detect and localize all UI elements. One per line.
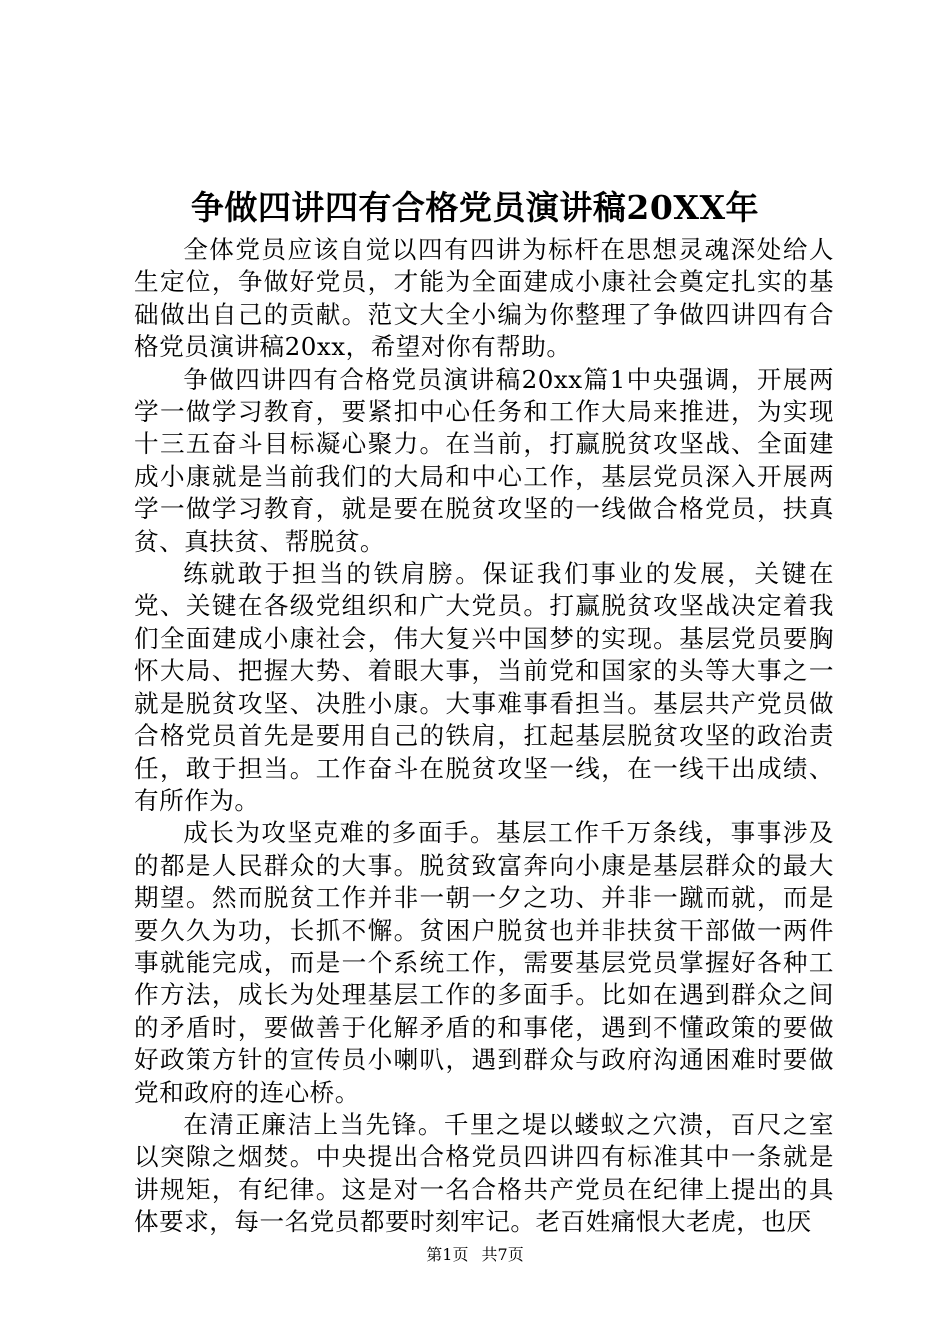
document-body: [134, 234, 834, 1239]
page-total: 共7页: [481, 1245, 524, 1264]
paragraph-speech-1: 争做四讲四有合格党员演讲稿20xx篇1中央强调，开展两学一做学习教育，要紧扣中心任务和工作大局来推进，为实现十三五奋斗目标凝心聚力。在当前，打赢脱贫攻坚战、全面建成小康就是当前我们的大局和中心工作，基层党员深入开展两学一做学习教育，就是要在脱贫攻坚的一线做合格党员，扶真贫、真扶贫、帮脱贫。: [134, 364, 834, 556]
paragraph-integrity: 在清正廉洁上当先锋。千里之堤以蝼蚁之穴溃，百尺之室以突隙之烟焚。中央提出合格党员四讲四有标准其中一条就是讲规矩，有纪律。这是对一名合格共产党员在纪律上提出的具体要求，每一名党员都要时刻牢记。老百姓痛恨大老虎，也厌: [134, 1109, 834, 1237]
document-title: 争做四讲四有合格党员演讲稿20XX年: [190, 188, 760, 227]
paragraph-intro: 全体党员应该自觉以四有四讲为标杆在思想灵魂深处给人生定位，争做好党员，才能为全面建成小康社会奠定扎实的基础做出自己的贡献。范文大全小编为你整理了争做四讲四有合格党员演讲稿20xx，希望对你有帮助。: [134, 235, 834, 362]
page-number: 第1页: [426, 1245, 469, 1264]
paragraph-versatile: 成长为攻坚克难的多面手。基层工作千万条线，事事涉及的都是人民群众的大事。脱贫致富奔向小康是基层群众的最大期望。然而脱贫工作并非一朝一夕之功、并非一蹴而就，而是要久久为功，长抓不懈。贫困户脱贫也并非扶贫干部做一两件事就能完成，而是一个系统工作，需要基层党员掌握好各种工作方法，成长为处理基层工作的多面手。比如在遇到群众之间的矛盾时，要做善于化解矛盾的和事佬，遇到不懂政策的要做好政策方针的宣传员小喇叭，遇到群众与政府沟通困难时要做党和政府的连心桥。: [134, 818, 834, 1107]
page-footer: [0, 1244, 950, 1266]
paragraph-shoulder: 练就敢于担当的铁肩膀。保证我们事业的发展，关键在党、关键在各级党组织和广大党员。打赢脱贫攻坚战决定着我们全面建成小康社会，伟大复兴中国梦的实现。基层党员要胸怀大局、把握大势、着眼大事，当前党和国家的头等大事之一就是脱贫攻坚、决胜小康。大事难事看担当。基层共产党员做合格党员首先是要用自己的铁肩，扛起基层脱贫攻坚的政治责任，敢于担当。工作奋斗在脱贫攻坚一线，在一线干出成绩、有所作为。: [134, 559, 834, 815]
